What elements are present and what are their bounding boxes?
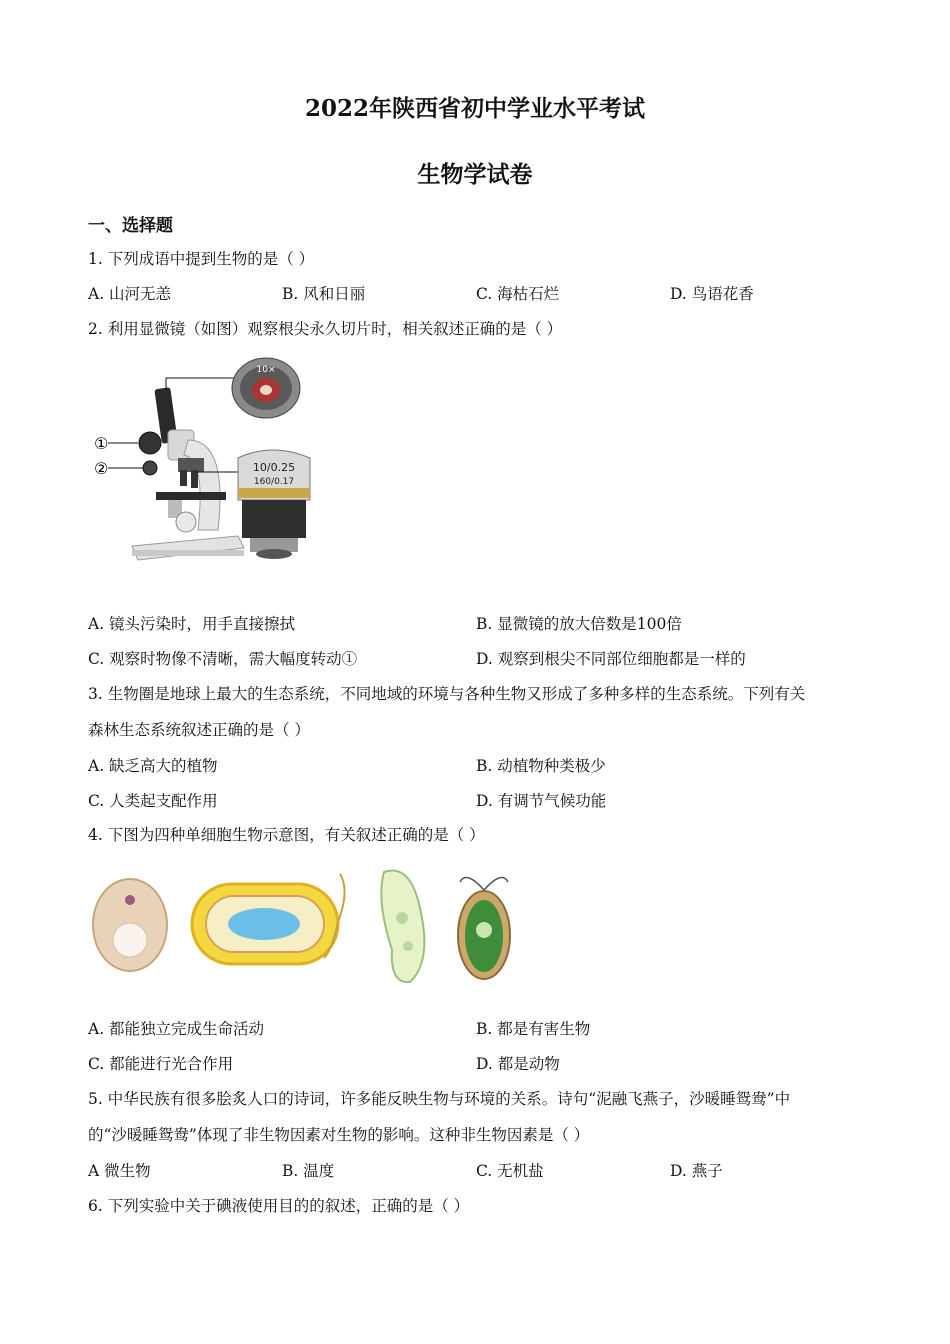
q1-option-d: D. 鸟语花香	[670, 285, 754, 303]
section-heading: 一、选择题	[88, 216, 173, 236]
q2-option-d: D. 观察到根尖不同部位细胞都是一样的	[476, 650, 746, 668]
microscope-icon	[132, 387, 244, 560]
q3-option-b: B. 动植物种类极少	[476, 757, 606, 775]
question-3-stem-line1: 3. 生物圈是地球上最大的生态系统，不同地域的环境与各种生物又形成了多种多样的生态系统。下列有关	[88, 685, 806, 703]
q2-option-c: C. 观察时物像不清晰，需大幅度转动①	[88, 650, 358, 668]
question-4-stem: 4. 下图为四种单细胞生物示意图，有关叙述正确的是（ ）	[88, 826, 485, 844]
page-subtitle: 生物学试卷	[417, 161, 533, 188]
q2-option-b: B. 显微镜的放大倍数是100倍	[476, 615, 682, 633]
paramecium-icon	[381, 871, 424, 983]
bacterium-icon	[192, 874, 345, 964]
yeast-cell-icon	[93, 879, 167, 971]
q1-option-c: C. 海枯石烂	[476, 285, 560, 303]
microscope-figure	[88, 350, 328, 570]
question-3-stem-line2: 森林生态系统叙述正确的是（ ）	[88, 721, 310, 739]
question-5-stem-line2: 的“沙暖睡鸳鸯”体现了非生物因素对生物的影响。这种非生物因素是（ ）	[88, 1126, 590, 1144]
question-5-stem-line1: 5. 中华民族有很多脍炙人口的诗词，许多能反映生物与环境的关系。诗句“泥融飞燕子，沙暖睡鸳鸯”中	[88, 1090, 791, 1108]
question-1-stem: 1. 下列成语中提到生物的是（ ）	[88, 250, 315, 268]
q5-option-c: C. 无机盐	[476, 1162, 544, 1180]
single-cell-organisms-figure	[88, 860, 568, 990]
q5-option-a: A 微生物	[88, 1162, 151, 1180]
q4-option-b: B. 都是有害生物	[476, 1020, 591, 1038]
objective-label-2: 160/0.17	[253, 477, 295, 487]
q1-option-a: A. 山河无恙	[88, 285, 172, 303]
objective-lens-icon	[238, 450, 310, 559]
objective-label-1: 10/0.25	[252, 461, 296, 474]
q1-option-b: B. 风和日丽	[282, 285, 366, 303]
eyepiece-label: 10×	[256, 365, 276, 375]
chlamydomonas-icon	[458, 878, 510, 980]
q2-option-a: A. 镜头污染时，用手直接擦拭	[88, 615, 296, 633]
eyepiece-icon	[232, 358, 300, 418]
q5-option-d: D. 燕子	[670, 1162, 723, 1180]
marker-1: ①	[94, 434, 109, 453]
question-6-stem: 6. 下列实验中关于碘液使用目的的叙述，正确的是（ ）	[88, 1197, 470, 1215]
q4-option-a: A. 都能独立完成生命活动	[88, 1020, 265, 1038]
q3-option-d: D. 有调节气候功能	[476, 792, 607, 810]
q3-option-c: C. 人类起支配作用	[88, 792, 218, 810]
q5-option-b: B. 温度	[282, 1162, 335, 1180]
question-2-stem: 2. 利用显微镜（如图）观察根尖永久切片时，相关叙述正确的是（ ）	[88, 320, 563, 338]
marker-2: ②	[94, 459, 109, 478]
q4-option-d: D. 都是动物	[476, 1055, 560, 1073]
page-title: 2022年陕西省初中学业水平考试	[304, 95, 645, 122]
q4-option-c: C. 都能进行光合作用	[88, 1055, 234, 1073]
q3-option-a: A. 缺乏高大的植物	[88, 757, 218, 775]
